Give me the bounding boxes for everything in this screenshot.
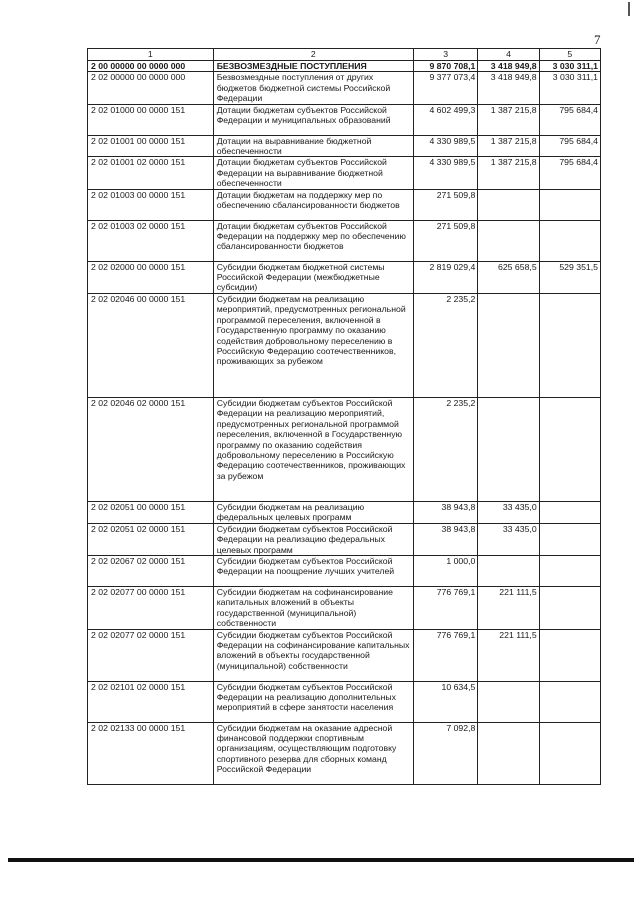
- table-body: [88, 61, 601, 785]
- table-row: [88, 293, 601, 397]
- row-code: 2 02 02101 02 0000 151: [88, 681, 214, 722]
- row-value-col4: 221 111,5: [478, 586, 539, 629]
- row-value-col4: 1 387 215,8: [478, 135, 539, 157]
- row-description: Субсидии бюджетам субъектов Российской Федерации на реализацию мероприятий, предусмотренных региональной программой переселения, включенной в Государственную программу по оказанию содействия добровольному переселению в Российскую Федерацию соотечественников, проживающих за рубежом: [213, 397, 413, 501]
- table-row: [88, 586, 601, 629]
- row-value-col4: 3 418 949,8: [478, 72, 539, 104]
- row-description: Дотации бюджетам субъектов Российской Федерации на выравнивание бюджетной обеспеченности: [213, 157, 413, 189]
- row-value-col3: 4 330 989,5: [413, 157, 477, 189]
- row-value-col4: [478, 555, 539, 586]
- row-value-col5: [539, 189, 600, 220]
- row-value-col5: [539, 501, 600, 523]
- row-description: Дотации бюджетам субъектов Российской Федерации и муниципальных образований: [213, 104, 413, 135]
- row-description: БЕЗВОЗМЕЗДНЫЕ ПОСТУПЛЕНИЯ: [213, 61, 413, 72]
- row-value-col4: [478, 681, 539, 722]
- row-value-col4: [478, 189, 539, 220]
- row-value-col5: 795 684,4: [539, 135, 600, 157]
- row-code: 2 02 02051 02 0000 151: [88, 523, 214, 555]
- row-value-col4: 625 658,5: [478, 261, 539, 293]
- row-value-col5: [539, 555, 600, 586]
- row-code: 2 02 01003 00 0000 151: [88, 189, 214, 220]
- row-code: 2 02 02077 00 0000 151: [88, 586, 214, 629]
- table-row: [88, 189, 601, 220]
- row-code: 2 02 00000 00 0000 000: [88, 72, 214, 104]
- column-header-5: 5: [539, 49, 600, 61]
- row-code: 2 02 01003 02 0000 151: [88, 220, 214, 261]
- column-header-3: 3: [413, 49, 477, 61]
- table-row: [88, 72, 601, 104]
- row-description: Безвозмездные поступления от других бюджетов бюджетной системы Российской Федерации: [213, 72, 413, 104]
- row-value-col3: 9 870 708,1: [413, 61, 477, 72]
- row-value-col5: 3 030 311,1: [539, 61, 600, 72]
- row-value-col3: 776 769,1: [413, 586, 477, 629]
- row-value-col5: [539, 586, 600, 629]
- column-header-1: 1: [88, 49, 214, 61]
- row-code: 2 02 02000 00 0000 151: [88, 261, 214, 293]
- row-value-col4: [478, 220, 539, 261]
- row-value-col3: 271 509,8: [413, 220, 477, 261]
- row-value-col4: 33 435,0: [478, 501, 539, 523]
- row-value-col4: [478, 293, 539, 397]
- row-code: 2 02 01001 00 0000 151: [88, 135, 214, 157]
- row-value-col3: 38 943,8: [413, 501, 477, 523]
- row-description: Субсидии бюджетам субъектов Российской Федерации на реализацию дополнительных мероприятий в сфере занятости населения: [213, 681, 413, 722]
- corner-mark: [628, 2, 630, 16]
- row-value-col3: 2 235,2: [413, 293, 477, 397]
- page-number: 7: [594, 32, 601, 47]
- row-value-col5: 795 684,4: [539, 104, 600, 135]
- row-code: 2 02 01001 02 0000 151: [88, 157, 214, 189]
- table-row: [88, 722, 601, 784]
- table-row: [88, 61, 601, 72]
- row-value-col3: 9 377 073,4: [413, 72, 477, 104]
- row-value-col4: 33 435,0: [478, 523, 539, 555]
- row-value-col4: 1 387 215,8: [478, 104, 539, 135]
- row-value-col3: 4 330 989,5: [413, 135, 477, 157]
- row-code: 2 02 02046 00 0000 151: [88, 293, 214, 397]
- row-description: Субсидии бюджетам субъектов Российской Федерации на софинансирование капитальных вложений в объекты государственной (муниципальной) собственности: [213, 629, 413, 681]
- table-header-row: [88, 49, 601, 61]
- row-value-col5: 529 351,5: [539, 261, 600, 293]
- row-code: 2 02 02077 02 0000 151: [88, 629, 214, 681]
- column-header-4: 4: [478, 49, 539, 61]
- row-value-col5: 3 030 311,1: [539, 72, 600, 104]
- table-row: [88, 261, 601, 293]
- row-value-col5: [539, 629, 600, 681]
- bottom-rule: [8, 858, 634, 862]
- row-value-col5: 795 684,4: [539, 157, 600, 189]
- row-description: Субсидии бюджетам на софинансирование капитальных вложений в объекты государственной (муниципальной) собственности: [213, 586, 413, 629]
- table-row: [88, 501, 601, 523]
- row-code: 2 02 02067 02 0000 151: [88, 555, 214, 586]
- table-row: [88, 220, 601, 261]
- row-code: 2 00 00000 00 0000 000: [88, 61, 214, 72]
- row-description: Субсидии бюджетам на реализацию федеральных целевых программ: [213, 501, 413, 523]
- row-value-col3: 2 819 029,4: [413, 261, 477, 293]
- row-value-col3: 10 634,5: [413, 681, 477, 722]
- row-description: Субсидии бюджетам на оказание адресной финансовой поддержки спортивным организациям, осуществляющим подготовку спортивного резерва для сборных команд Российской Федерации: [213, 722, 413, 784]
- table-row: [88, 629, 601, 681]
- row-code: 2 02 02051 00 0000 151: [88, 501, 214, 523]
- row-value-col3: 1 000,0: [413, 555, 477, 586]
- table-row: [88, 104, 601, 135]
- table-row: [88, 135, 601, 157]
- row-description: Субсидии бюджетам на реализацию мероприятий, предусмотренных региональной программой переселения, включенной в Государственную программу по оказанию содействия добровольному переселению в Российскую Федерацию соотечественников, проживающих за рубежом: [213, 293, 413, 397]
- row-value-col4: [478, 397, 539, 501]
- row-value-col5: [539, 722, 600, 784]
- row-description: Субсидии бюджетам субъектов Российской Федерации на реализацию федеральных целевых программ: [213, 523, 413, 555]
- row-value-col3: 2 235,2: [413, 397, 477, 501]
- row-code: 2 02 02133 00 0000 151: [88, 722, 214, 784]
- table-row: [88, 523, 601, 555]
- row-description: Субсидии бюджетам бюджетной системы Российской Федерации (межбюджетные субсидии): [213, 261, 413, 293]
- row-description: Дотации бюджетам субъектов Российской Федерации на поддержку мер по обеспечению сбалансированности бюджетов: [213, 220, 413, 261]
- row-value-col3: 4 602 499,3: [413, 104, 477, 135]
- row-value-col4: 221 111,5: [478, 629, 539, 681]
- row-value-col3: 776 769,1: [413, 629, 477, 681]
- row-value-col4: 3 418 949,8: [478, 61, 539, 72]
- row-value-col3: 38 943,8: [413, 523, 477, 555]
- row-value-col5: [539, 220, 600, 261]
- row-value-col5: [539, 523, 600, 555]
- row-code: 2 02 01000 00 0000 151: [88, 104, 214, 135]
- table-row: [88, 681, 601, 722]
- row-description: Дотации на выравнивание бюджетной обеспеченности: [213, 135, 413, 157]
- row-value-col4: 1 387 215,8: [478, 157, 539, 189]
- row-description: Субсидии бюджетам субъектов Российской Федерации на поощрение лучших учителей: [213, 555, 413, 586]
- table-row: [88, 555, 601, 586]
- row-value-col3: 271 509,8: [413, 189, 477, 220]
- table-row: [88, 397, 601, 501]
- row-value-col5: [539, 293, 600, 397]
- row-value-col3: 7 092,8: [413, 722, 477, 784]
- row-description: Дотации бюджетам на поддержку мер по обеспечению сбалансированности бюджетов: [213, 189, 413, 220]
- column-header-2: 2: [213, 49, 413, 61]
- row-value-col4: [478, 722, 539, 784]
- table-row: [88, 157, 601, 189]
- row-value-col5: [539, 397, 600, 501]
- budget-revenue-table: [87, 48, 601, 785]
- row-code: 2 02 02046 02 0000 151: [88, 397, 214, 501]
- row-value-col5: [539, 681, 600, 722]
